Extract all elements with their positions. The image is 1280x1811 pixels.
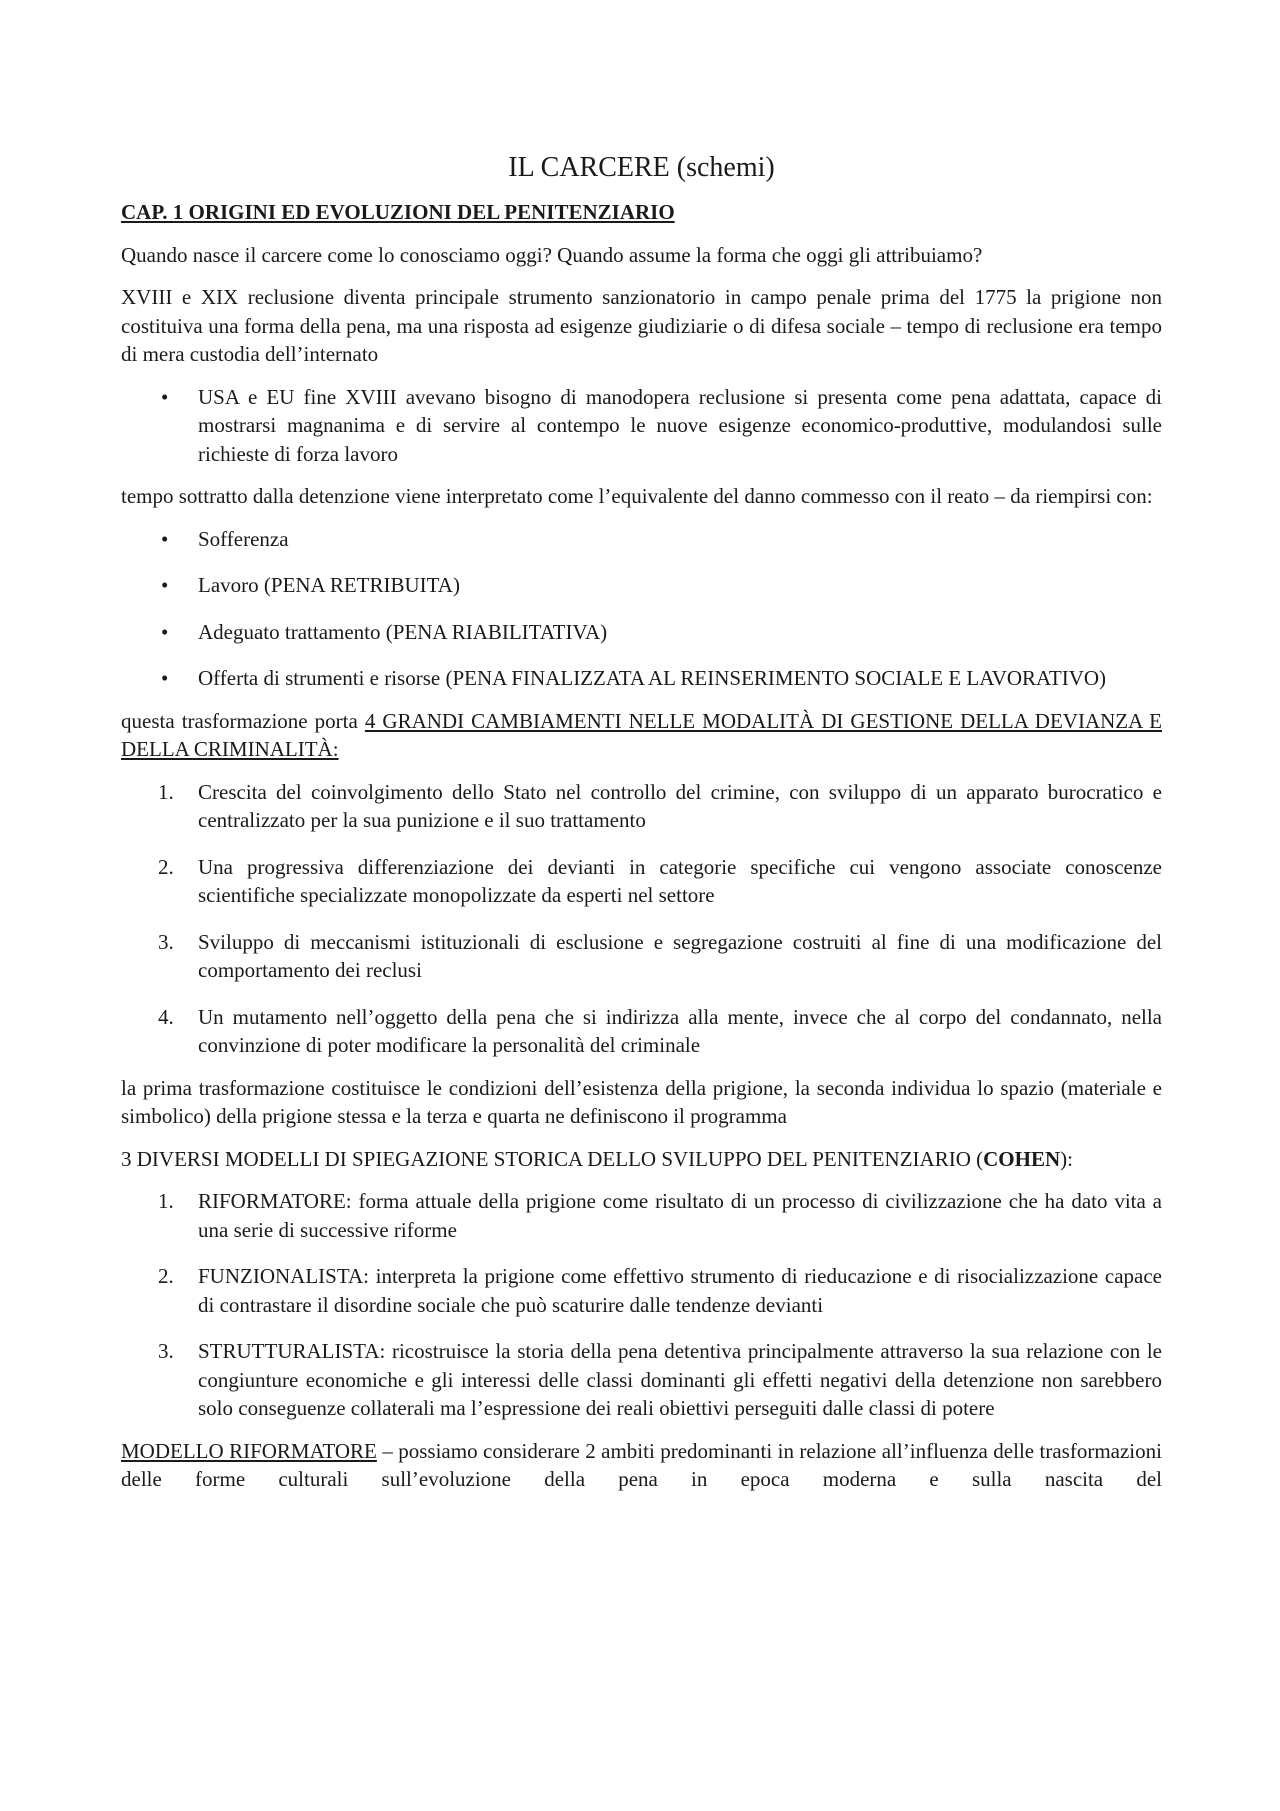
list-item [121,1003,1162,1060]
bullet-list-usa-eu [121,383,1162,469]
list-item-text: RIFORMATORE: forma attuale della prigione come risultato di un processo di civilizzazione che ha dato vita a una serie di successive riforme [198,1189,1162,1242]
bullet-icon: • [161,666,169,690]
paragraph-text: ): [1060,1146,1073,1171]
list-item-text: USA e EU fine XVIII avevano bisogno di manodopera reclusione si presenta come pena adattata, capace di mostrarsi magnanima e di servire al contempo le nuove esigenze economico-produttive, modulandosi sulle richieste di forza lavoro [198,384,1162,466]
list-item [121,928,1162,985]
numbered-list-cambiamenti [121,778,1162,1060]
paragraph-prima-trasformazione: la prima trasformazione costituisce le condizioni dell’esistenza della prigione, la seconda individua lo spazio (materiale e simbolico) della prigione stessa e la terza e quarta ne definiscono il programma [121,1075,1162,1128]
list-item [121,383,1162,469]
paragraph-question: Quando nasce il carcere come lo conosciamo oggi? Quando assume la forma che oggi gli attribuiamo? [121,242,983,267]
list-item-text: Sviluppo di meccanismi istituzionali di esclusione e segregazione costruiti al fine di una modificazione del comportamento dei reclusi [198,929,1162,982]
list-item [121,853,1162,910]
list-item-text: Una progressiva differenziazione dei devianti in categorie specifiche cui vengono associate conoscenze scientifiche specializzate monopolizzate da esperti nel settore [198,854,1162,907]
list-item-text: Lavoro (PENA RETRIBUITA) [198,573,460,597]
paragraph-modello-riformatore [121,1437,1162,1494]
paragraph-xviii-xix: XVIII e XIX reclusione diventa principale strumento sanzionatorio in campo penale prima del 1775 la prigione non costituiva una forma della pena, ma una risposta ad esigenze giudiziarie o di difesa sociale – tempo di reclusione era tempo di mera custodia dell’internato [121,285,1162,366]
list-number: 3. [158,1339,174,1363]
bold-text: COHEN [983,1146,1061,1171]
list-item [121,618,1162,647]
paragraph-modelli [121,1145,1162,1174]
paragraph-text: questa trasformazione porta [121,708,365,733]
bullet-icon: • [161,619,169,644]
list-number: 2. [158,1264,174,1288]
list-number: 1. [158,1189,174,1213]
chapter-heading: CAP. 1 ORIGINI ED EVOLUZIONI DEL PENITENZIARIO [121,200,675,224]
document-title: IL CARCERE (schemi) [508,152,775,183]
list-item-text: Sofferenza [198,526,289,551]
list-item-text: STRUTTURALISTA: ricostruisce la storia della pena detentiva principalmente attraverso la sua relazione con le congiunture economiche e gli interessi delle classi dominanti gli effetti negativi della detenzione non sarebbero solo conseguenze collaterali ma l’espressione dei reali obiettivi perseguiti dalle classi di potere [198,1339,1162,1420]
list-item [121,778,1162,835]
list-item [121,1337,1162,1423]
list-item-text: FUNZIONALISTA: interpreta la prigione come effettivo strumento di rieducazione e di risocializzazione capace di contrastare il disordine sociale che può scaturire dalle tendenze devianti [198,1264,1162,1317]
bullet-icon: • [161,384,169,409]
list-item [121,571,1162,600]
numbered-list-modelli [121,1187,1162,1423]
list-item-text: Adeguato trattamento (PENA RIABILITATIVA) [198,619,608,644]
list-item [121,525,1162,554]
paragraph-tempo-sottratto: tempo sottratto dalla detenzione viene interpretato come l’equivalente del danno commesso con il reato – da riempirsi con: [121,484,1153,508]
list-item-text: Offerta di strumenti e risorse (PENA FINALIZZATA AL REINSERIMENTO SOCIALE E LAVORATIVO) [198,666,1107,690]
document-body [121,150,1162,1508]
list-number: 4. [158,1004,174,1029]
list-item [121,664,1162,693]
list-item-text: Un mutamento nell’oggetto della pena che si indirizza alla mente, invece che al corpo del condannato, nella convinzione di poter modificare la personalità del criminale [198,1004,1162,1057]
underlined-text: 4 GRANDI CAMBIAMENTI NELLE MODALITÀ DI GESTIONE DELLA DEVIANZA E DELLA CRIMINALITÀ: [121,708,1162,761]
list-number: 3. [158,929,174,954]
bullet-icon: • [161,573,169,597]
list-item [121,1262,1162,1319]
paragraph-text: – possiamo considerare 2 ambiti predominanti in relazione all’influenza delle trasformazioni delle forme culturali sull’evoluzione della pena in epoca moderna e sulla nascita del [121,1438,1162,1491]
bullet-list-riempirsi [121,525,1162,693]
list-number: 1. [158,779,174,804]
paragraph-trasformazione [121,707,1162,764]
underlined-text: MODELLO RIFORMATORE [121,1438,377,1463]
bullet-icon: • [161,526,169,551]
list-number: 2. [158,854,174,879]
list-item [121,1187,1162,1244]
list-item-text: Crescita del coinvolgimento dello Stato nel controllo del crimine, con sviluppo di un apparato burocratico e centralizzato per la sua punizione e il suo trattamento [198,779,1162,832]
paragraph-text: 3 DIVERSI MODELLI DI SPIEGAZIONE STORICA DELLO SVILUPPO DEL PENITENZIARIO ( [121,1146,984,1171]
